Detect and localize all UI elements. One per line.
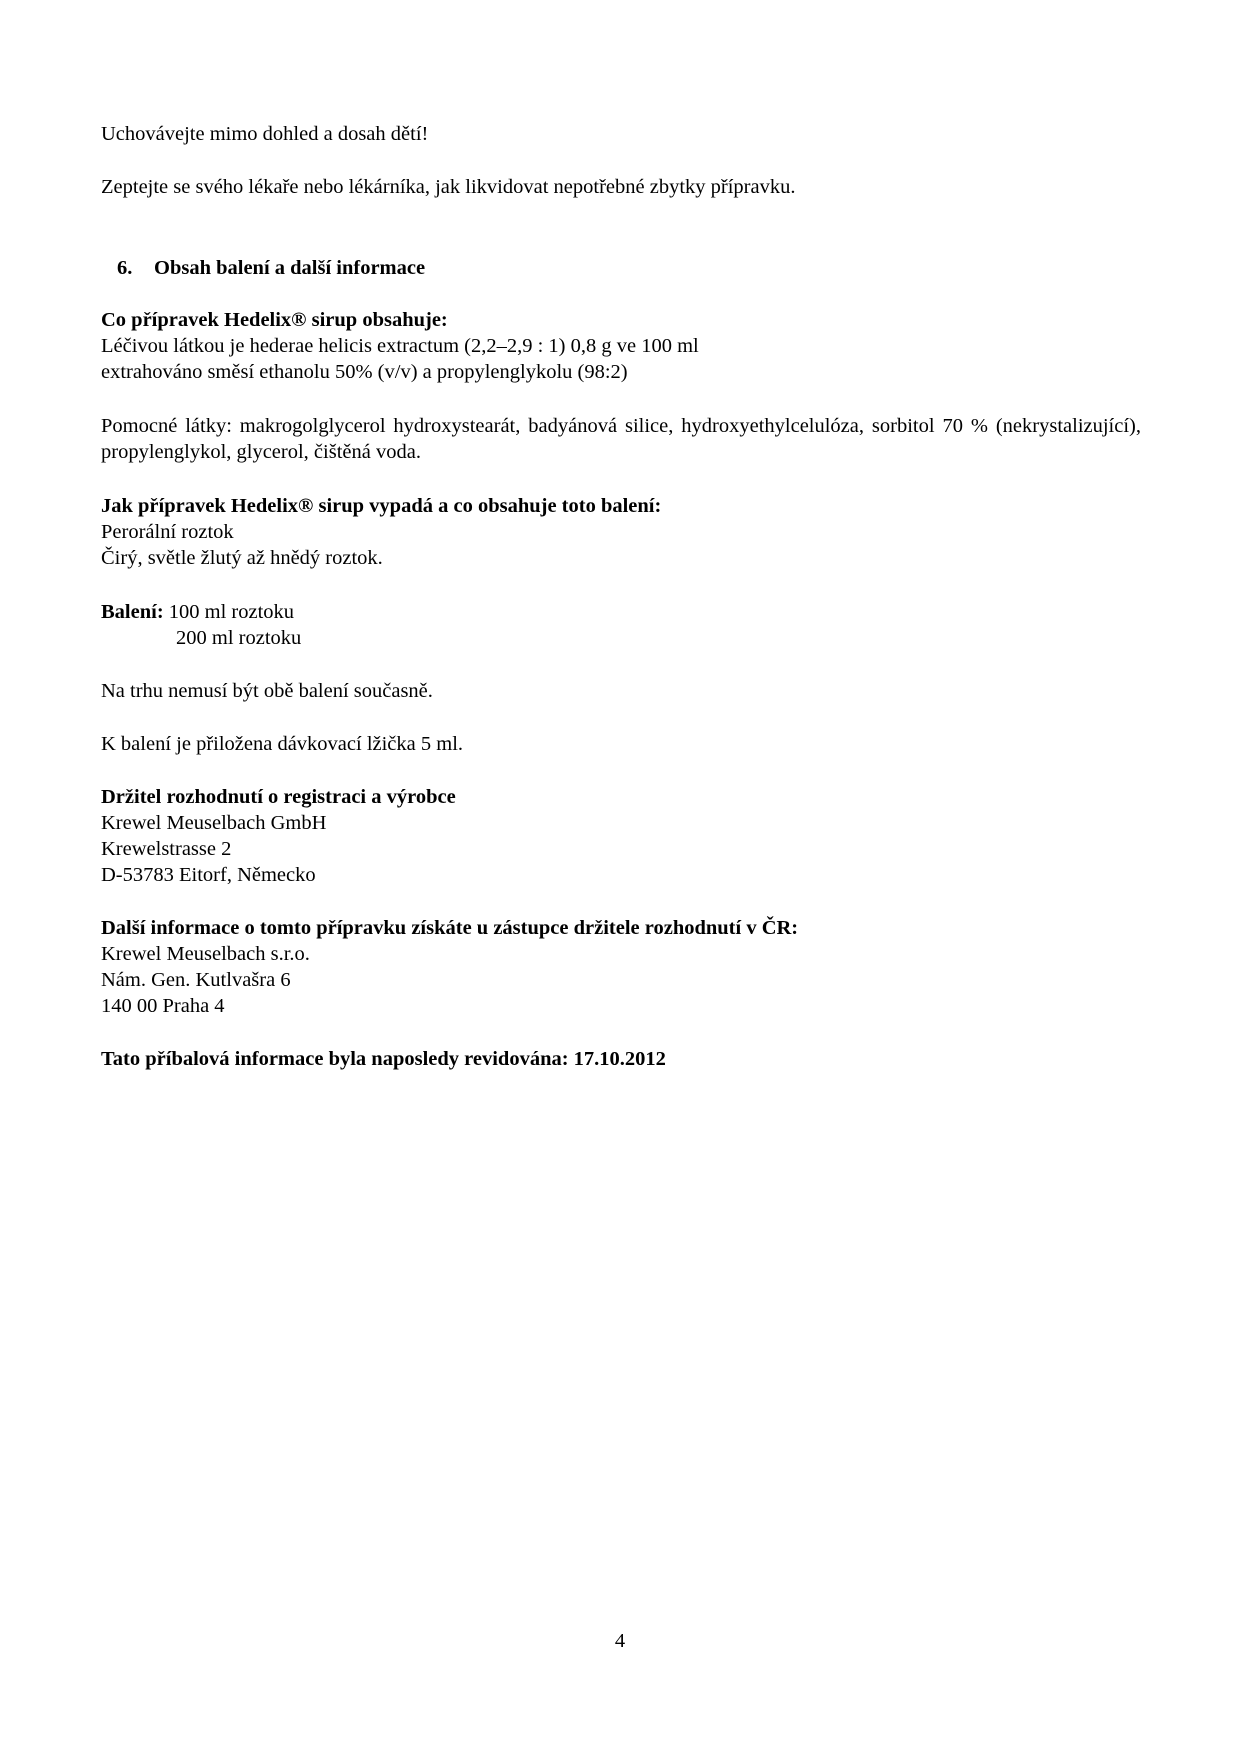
- packaging-label: Balení:: [101, 601, 164, 623]
- representative-heading: Další informace o tomto přípravku získáte u zástupce držitele rozhodnutí v ČR:: [101, 917, 799, 939]
- composition-block: [101, 307, 1141, 385]
- holder-name: Krewel Meuselbach GmbH: [101, 812, 327, 834]
- disposal-block: [101, 174, 1141, 200]
- section-6-heading: [117, 255, 425, 281]
- composition-extraction: extrahováno směsí ethanolu 50% (v/v) a propylenglykolu (98:2): [101, 361, 628, 383]
- packaging-size-200: 200 ml roztoku: [176, 627, 302, 649]
- composition-active-substance: Léčivou látkou je hederae helicis extractum (2,2–2,9 : 1) 0,8 g ve 100 ml: [101, 335, 699, 357]
- representative-name: Krewel Meuselbach s.r.o.: [101, 943, 310, 965]
- representative-street: Nám. Gen. Kutlvašra 6: [101, 969, 291, 991]
- holder-city: D-53783 Eitorf, Německo: [101, 864, 316, 886]
- holder-heading: Držitel rozhodnutí o registraci a výrobce: [101, 786, 456, 808]
- appearance-description: Čirý, světle žlutý až hnědý roztok.: [101, 547, 383, 569]
- page-number: 4: [614, 1630, 626, 1652]
- packaging-market-note: Na trhu nemusí být obě balení současně.: [101, 680, 433, 702]
- appearance-block: [101, 493, 1141, 571]
- storage-keep-away-text: Uchovávejte mimo dohled a dosah dětí!: [101, 123, 429, 145]
- appearance-form: Perorální roztok: [101, 521, 234, 543]
- appearance-heading: Jak přípravek Hedelix® sirup vypadá a co obsahuje toto balení:: [101, 495, 662, 517]
- holder-street: Krewelstrasse 2: [101, 838, 232, 860]
- packaging-spoon-note: K balení je přiložena dávkovací lžička 5 ml.: [101, 733, 464, 755]
- representative-city: 140 00 Praha 4: [101, 995, 225, 1017]
- market-note-block: [101, 678, 1141, 704]
- revision-block: [101, 1046, 1141, 1072]
- spoon-note-block: [101, 731, 1141, 757]
- revision-date-text: Tato příbalová informace byla naposledy revidována: 17.10.2012: [101, 1048, 666, 1070]
- storage-disposal-text: Zeptejte se svého lékaře nebo lékárníka, jak likvidovat nepotřebné zbytky přípravku.: [101, 176, 796, 198]
- representative-block: [101, 915, 1141, 1019]
- section-6-number: 6.: [117, 257, 133, 279]
- holder-block: [101, 784, 1141, 888]
- section-6-title: Obsah balení a další informace: [154, 257, 426, 279]
- composition-heading: Co přípravek Hedelix® sirup obsahuje:: [101, 309, 448, 331]
- storage-block: [101, 121, 1141, 147]
- packaging-size-100: 100 ml roztoku: [168, 601, 295, 623]
- excipients-paragraph: Pomocné látky: makrogolglycerol hydroxystearát, badyánová silice, hydroxyethylcelulóza, sorbitol 70 % (nekrystalizující), propylenglykol, glycerol, čištěná voda.: [101, 415, 1141, 463]
- packaging-block: [101, 599, 1141, 651]
